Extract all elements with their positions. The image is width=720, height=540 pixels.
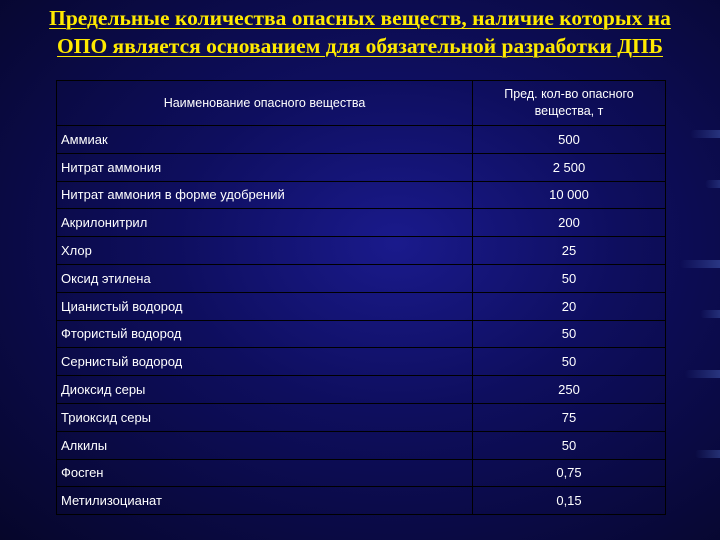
substance-name: Фтористый водород	[57, 320, 473, 348]
threshold-value: 10 000	[473, 181, 666, 209]
threshold-value: 50	[473, 431, 666, 459]
substance-name: Триоксид серы	[57, 403, 473, 431]
header-substance-name: Наименование опасного вещества	[57, 81, 473, 126]
slide-title-line-1: Предельные количества опасных веществ, наличие которых на	[49, 6, 671, 30]
threshold-value: 0,15	[473, 487, 666, 515]
table-row	[57, 320, 666, 348]
substance-name: Аммиак	[57, 126, 473, 154]
threshold-value: 50	[473, 320, 666, 348]
slide-title-line-2: ОПО является основанием для обязательной разработки ДПБ	[57, 34, 663, 58]
decorative-streaks	[660, 120, 720, 540]
table-row	[57, 487, 666, 515]
table-row	[57, 209, 666, 237]
substance-name: Цианистый водород	[57, 292, 473, 320]
table-row	[57, 181, 666, 209]
threshold-value: 200	[473, 209, 666, 237]
substance-name: Диоксид серы	[57, 376, 473, 404]
threshold-value: 250	[473, 376, 666, 404]
table-row	[57, 126, 666, 154]
threshold-value: 20	[473, 292, 666, 320]
hazardous-substances-table	[56, 80, 666, 515]
header-threshold-line-1: Пред. кол-во опасного	[504, 87, 634, 101]
threshold-value: 50	[473, 264, 666, 292]
table-row	[57, 459, 666, 487]
table-row	[57, 264, 666, 292]
substance-name: Нитрат аммония	[57, 153, 473, 181]
substance-name: Оксид этилена	[57, 264, 473, 292]
threshold-value: 500	[473, 126, 666, 154]
threshold-value: 75	[473, 403, 666, 431]
substance-name: Акрилонитрил	[57, 209, 473, 237]
table-row	[57, 403, 666, 431]
substance-name: Алкилы	[57, 431, 473, 459]
substance-name: Хлор	[57, 237, 473, 265]
table-row	[57, 292, 666, 320]
substance-name: Нитрат аммония в форме удобрений	[57, 181, 473, 209]
table-row	[57, 153, 666, 181]
slide-title	[0, 4, 720, 60]
table-row	[57, 431, 666, 459]
threshold-value: 50	[473, 348, 666, 376]
table-row	[57, 237, 666, 265]
table-row	[57, 376, 666, 404]
threshold-value: 0,75	[473, 459, 666, 487]
threshold-value: 2 500	[473, 153, 666, 181]
substance-name: Сернистый водород	[57, 348, 473, 376]
table-row	[57, 348, 666, 376]
table-header-row	[57, 81, 666, 126]
substance-name: Фосген	[57, 459, 473, 487]
header-threshold-quantity	[473, 81, 666, 126]
header-threshold-line-2: вещества, т	[534, 104, 604, 118]
substance-name: Метилизоцианат	[57, 487, 473, 515]
threshold-value: 25	[473, 237, 666, 265]
